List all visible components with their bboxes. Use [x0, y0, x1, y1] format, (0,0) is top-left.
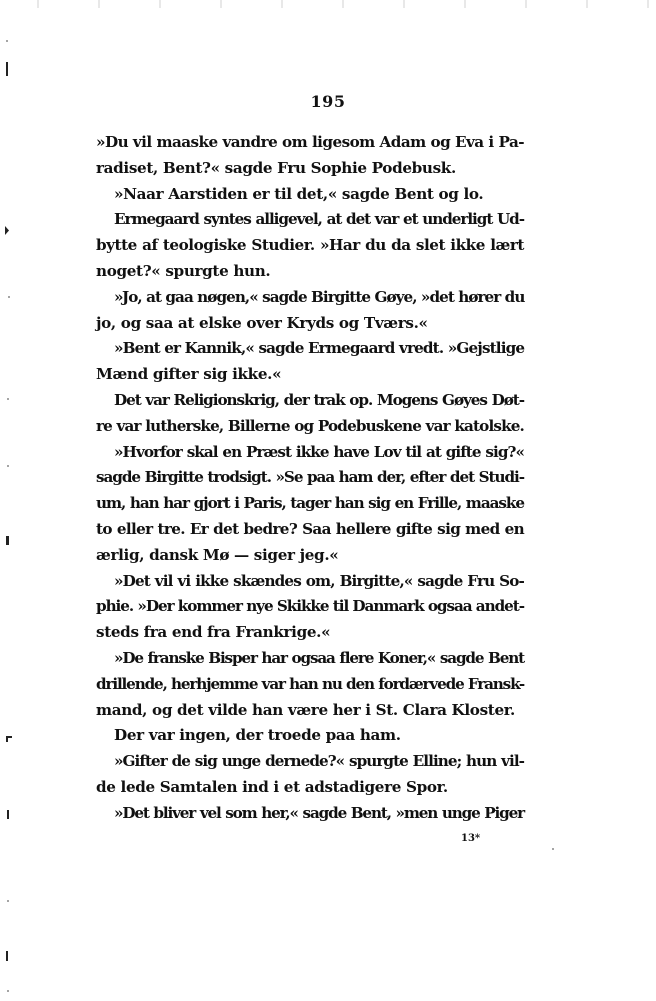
text-line: noget?« spurgte hun.	[96, 261, 271, 280]
margin-speck	[552, 848, 554, 850]
text-line: steds fra end fra Frankrige.«	[96, 623, 331, 642]
text-line: Ermegaard syntes alligevel, at det var et underligt Ud-	[114, 210, 524, 229]
text-line: »Gifter de sig unge dernede?« spurgte Elline; hun vil-	[114, 752, 524, 771]
margin-speck	[6, 40, 8, 42]
margin-speck	[8, 296, 10, 298]
text-line: ærlig, dansk Mø — siger jeg.«	[96, 545, 339, 564]
text-line: »Det vil vi ikke skændes om, Birgitte,« sagde Fru So-	[114, 571, 524, 590]
text-line: radiset, Bent?« sagde Fru Sophie Podebusk.	[96, 158, 456, 177]
text-line: re var lutherske, Billerne og Podebuskene var katolske.	[96, 416, 524, 435]
margin-speck	[7, 465, 9, 467]
scan-edge-noise	[0, 0, 656, 8]
text-line: »Du vil maaske vandre om ligesom Adam og Eva i Pa-	[96, 133, 524, 151]
margin-mark	[6, 62, 8, 76]
page-number: 195	[310, 92, 346, 111]
text-line: um, han har gjort i Paris, tager han sig en Frille, maaske	[96, 494, 524, 513]
text-line: »Naar Aarstiden er til det,« sagde Bent og lo.	[114, 184, 484, 203]
text-line: jo, og saa at elske over Kryds og Tværs.«	[96, 313, 428, 332]
text-line: Der var ingen, der troede paa ham.	[114, 726, 401, 745]
text-line: »Det bliver vel som her,« sagde Bent, »men unge Piger	[114, 803, 524, 822]
body-text	[96, 130, 524, 827]
text-line: Det var Religionskrig, der trak op. Mogens Gøyes Døt-	[114, 390, 524, 409]
margin-mark	[5, 226, 9, 235]
text-line: phie. »Der kommer nye Skikke til Danmark ogsaa andet-	[96, 597, 524, 616]
text-line: bytte af teologiske Studier. »Har du da slet ikke lært	[96, 236, 524, 255]
text-line: Mænd gifter sig ikke.«	[96, 365, 282, 384]
margin-mark	[6, 536, 9, 545]
text-line: sagde Birgitte trodsigt. »Se paa ham der, efter det Studi-	[96, 468, 524, 487]
text-line: de lede Samtalen ind i et adstadigere Spor.	[96, 777, 448, 796]
margin-speck	[7, 398, 9, 400]
printer-signature-mark: 13*	[461, 833, 481, 844]
margin-mark	[7, 810, 9, 819]
text-line: »De franske Bisper har ogsaa flere Koner,« sagde Bent	[114, 648, 524, 667]
text-line: drillende, herhjemme var han nu den fordærvede Fransk-	[96, 674, 524, 693]
margin-speck	[7, 990, 9, 992]
margin-speck	[7, 900, 9, 902]
text-line: »Hvorfor skal en Præst ikke have Lov til at gifte sig?«	[114, 442, 524, 461]
margin-mark	[6, 736, 8, 742]
text-line: »Jo, at gaa nøgen,« sagde Birgitte Gøye, »det hører du	[114, 287, 525, 306]
text-line: mand, og det vilde han være her i St. Clara Kloster.	[96, 700, 515, 719]
margin-mark	[6, 951, 8, 961]
text-line: »Bent er Kannik,« sagde Ermegaard vredt. »Gejstlige	[114, 339, 525, 358]
text-line: to eller tre. Er det bedre? Saa hellere gifte sig med en	[96, 519, 524, 538]
